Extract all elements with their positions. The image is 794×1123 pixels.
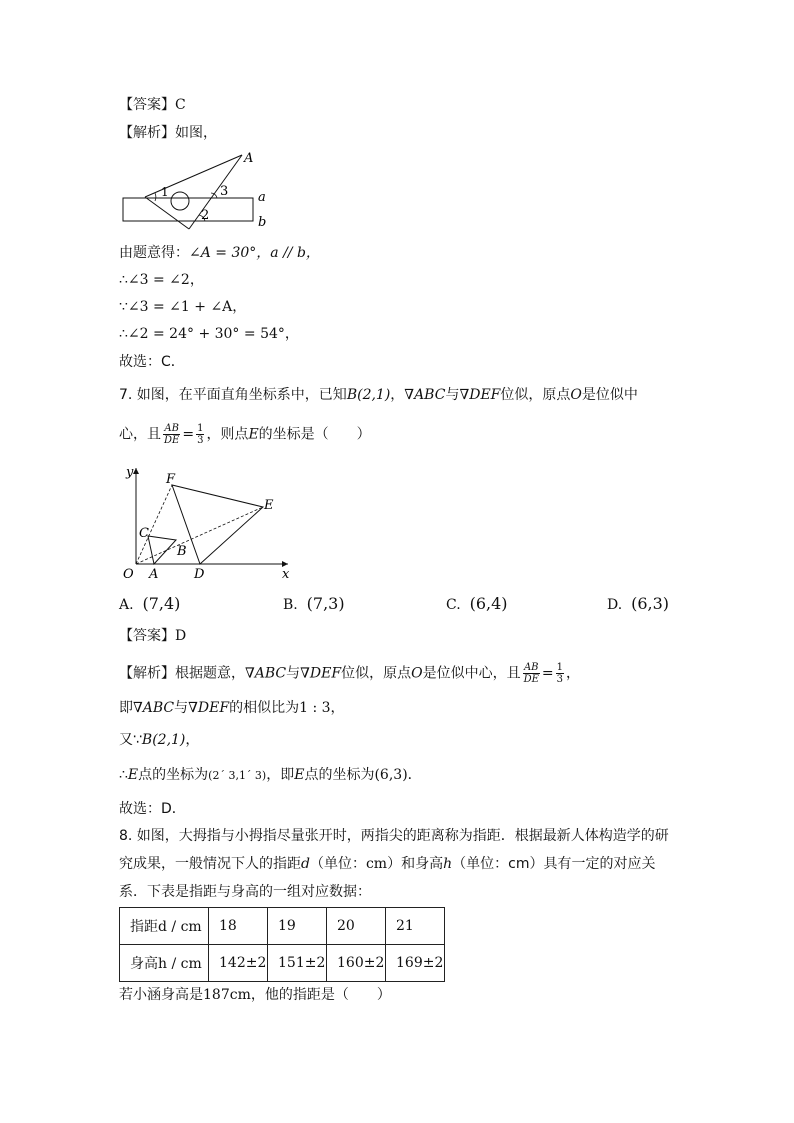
analysis-text: ． — [407, 767, 422, 783]
table-row — [120, 908, 445, 945]
stem-text: 7. 如图，在平面直角坐标系中，已知 — [119, 387, 347, 403]
triangle-abc — [148, 536, 176, 564]
question-text: 若小涵身高是 — [119, 987, 203, 1003]
option-value: (7,4) — [142, 594, 181, 613]
analysis-math: ∇DEF — [188, 700, 230, 716]
q7-stem-line-1 — [119, 386, 638, 404]
ray-of — [136, 485, 172, 564]
frac-numerator: AB — [164, 423, 179, 434]
table-cell: 151±2 — [268, 945, 327, 982]
row-label-span — [120, 908, 209, 945]
stem-text: ，则点 — [206, 426, 249, 443]
analysis-text: 根据题意， — [175, 665, 245, 682]
table-cell: 160±2 — [327, 945, 386, 982]
q6-step-4 — [119, 325, 299, 343]
ruler-band — [123, 198, 253, 221]
finger-span-height-table — [119, 907, 445, 982]
label-E: E — [264, 498, 274, 513]
analysis-text: 的相似比为 — [229, 700, 300, 716]
analysis-math: O — [411, 665, 423, 682]
label-text: 指距 — [130, 919, 158, 935]
label-math: h / cm — [158, 956, 202, 972]
analysis-math: E — [127, 767, 139, 783]
stem-text: ）和身高 — [387, 856, 444, 872]
label-1: 1 — [161, 185, 169, 199]
analysis-text: 点的坐标为 — [304, 767, 375, 783]
equals-sign: = — [182, 426, 195, 443]
label-2: 2 — [201, 208, 210, 223]
label-math: d / cm — [158, 919, 202, 935]
stem-text: 心，且 — [119, 426, 161, 443]
q8-stem-line-1: 8. 如图，大拇指与小拇指尽量张开时，两指尖的距离称为指距．根据最新人体构造学的研 — [119, 828, 669, 844]
analysis-text: 点的坐标为 — [138, 767, 209, 783]
stem-text: 是位似中 — [581, 387, 638, 403]
label-text: 身高 — [130, 956, 158, 972]
stem-math: ∇DEF — [459, 387, 501, 403]
option-letter: D. — [607, 597, 623, 613]
table-cell: 21 — [386, 908, 445, 945]
q7-answer-line — [119, 627, 186, 645]
analysis-text: 与 — [174, 700, 189, 716]
label-F: F — [166, 472, 176, 487]
stem-math: O — [570, 387, 582, 403]
frac-numerator: AB — [523, 662, 539, 673]
ratio-value — [196, 423, 204, 446]
q8-stem-line-2 — [119, 855, 655, 873]
table-cell: 18 — [209, 908, 268, 945]
option-value: (6,3) — [631, 594, 670, 613]
q7-stem-line-2 — [119, 423, 371, 446]
analysis-text: 即 — [119, 700, 133, 716]
answer-tag: 【答案】 — [119, 628, 175, 644]
q6-analysis-line — [119, 124, 217, 142]
analysis-math: 1 : 3 — [299, 700, 331, 716]
label-D: D — [194, 567, 205, 582]
option-letter: C. — [446, 597, 461, 613]
frac-denominator: 3 — [556, 674, 564, 685]
stem-math: B(2,1) — [346, 387, 391, 403]
analysis-text: 又∵ — [119, 732, 142, 748]
q7-analysis-line-1 — [119, 662, 580, 685]
label-3: 3 — [220, 184, 229, 199]
analysis-text: ， — [330, 700, 345, 716]
q8-stem-line-3: 系．下表是指距与身高的一组对应数据： — [119, 884, 371, 900]
analysis-math: ∇ABC — [133, 700, 175, 716]
label-A: A — [244, 151, 254, 166]
option-d — [607, 594, 669, 613]
analysis-math: (2´ 3,1´ 3) — [208, 769, 267, 782]
step-text: 由题意得： — [119, 245, 189, 261]
label-A: A — [149, 567, 159, 582]
equals-sign: = — [541, 665, 554, 682]
answer-value: D — [175, 628, 187, 644]
ratio-value — [556, 662, 564, 685]
q7-analysis-line-4 — [119, 766, 422, 785]
analysis-text: 位似，原点 — [341, 665, 412, 682]
stem-text: 究成果，一般情况下人的指距 — [119, 856, 301, 872]
label-b: b — [258, 215, 267, 230]
option-a — [119, 594, 180, 613]
ray-oe — [136, 507, 263, 564]
step-math: ∵∠3 = ∠1 + ∠A， — [119, 299, 247, 315]
stem-text: （单位：cm）具有一定的对应关 — [452, 856, 656, 872]
label-y: y — [126, 465, 134, 480]
label-O: O — [123, 567, 134, 582]
q6-answer-line — [119, 96, 186, 114]
analysis-tag: 【解析】 — [119, 665, 175, 682]
stem-text: 位似，原点 — [500, 387, 571, 403]
q8-question-line — [119, 986, 391, 1004]
stem-math: h — [443, 856, 453, 872]
answer-tag: 【答案】 — [119, 97, 175, 113]
q6-conclusion: 故选：C． — [119, 354, 185, 370]
label-x: x — [282, 567, 290, 582]
stem-text: 与 — [445, 387, 460, 403]
step-math: ∠A = 30°，a // b， — [189, 245, 320, 261]
analysis-text: ， — [566, 665, 581, 682]
stem-math: E — [248, 426, 259, 443]
triangle-side-left — [145, 197, 189, 229]
stem-math: cm — [365, 856, 388, 872]
ratio-fraction — [163, 423, 180, 446]
analysis-text: 是位似中心，且 — [422, 665, 521, 682]
q7-conclusion: 故选：D． — [119, 801, 186, 817]
analysis-math: ∇ABC — [245, 665, 287, 682]
stem-math: d — [301, 856, 310, 872]
stem-text: （单位： — [309, 856, 366, 872]
analysis-math: E — [294, 767, 305, 783]
q6-step-2 — [119, 271, 204, 289]
q7-analysis-line-3 — [119, 731, 199, 749]
q7-coordinate-figure — [118, 462, 303, 582]
label-C: C — [139, 526, 149, 541]
answer-value: C — [175, 97, 186, 113]
question-math: 187cm — [203, 987, 251, 1003]
frac-numerator: 1 — [556, 662, 564, 673]
frac-denominator: DE — [164, 435, 180, 446]
analysis-text: ，即 — [266, 767, 295, 783]
step-math: ∴∠3 = ∠2， — [119, 272, 204, 288]
step-math: ∴∠2 = 24° + 30° = 54°， — [119, 326, 299, 342]
frac-denominator: DE — [523, 674, 539, 685]
question-text: ，他的指距是（ ） — [250, 987, 391, 1003]
option-b — [283, 594, 345, 613]
analysis-math: B(2,1) — [141, 732, 186, 748]
analysis-text: 如图， — [175, 125, 217, 141]
table-cell: 169±2 — [386, 945, 445, 982]
ratio-fraction — [523, 662, 540, 685]
row-label-height — [120, 945, 209, 982]
frac-denominator: 3 — [197, 435, 204, 446]
label-a: a — [258, 190, 266, 205]
option-letter: B. — [283, 597, 298, 613]
analysis-text: ∴ — [119, 767, 128, 783]
table-cell: 19 — [268, 908, 327, 945]
q6-step-1 — [119, 244, 320, 262]
stem-text: 的坐标是（ ） — [258, 426, 371, 443]
label-B: B — [177, 544, 187, 559]
analysis-math: ∇DEF — [300, 665, 342, 682]
analysis-math: (6,3) — [374, 767, 408, 783]
protractor-circle — [171, 192, 189, 210]
table-row — [120, 945, 445, 982]
option-c — [446, 594, 508, 613]
option-value: (6,4) — [469, 594, 508, 613]
y-axis-arrow — [133, 468, 139, 474]
option-value: (7,3) — [306, 594, 345, 613]
q7-analysis-line-2 — [119, 699, 345, 717]
analysis-text: 与 — [286, 665, 301, 682]
stem-math: ∇ABC — [404, 387, 446, 403]
analysis-text: ， — [185, 732, 200, 748]
angle-1-arc — [155, 193, 156, 201]
frac-numerator: 1 — [197, 423, 204, 434]
analysis-tag: 【解析】 — [119, 125, 175, 141]
table-cell: 20 — [327, 908, 386, 945]
table-cell: 142±2 — [209, 945, 268, 982]
q6-step-3 — [119, 298, 246, 316]
q6-figure — [115, 145, 285, 235]
stem-text: ， — [390, 387, 405, 403]
option-letter: A. — [119, 597, 134, 613]
